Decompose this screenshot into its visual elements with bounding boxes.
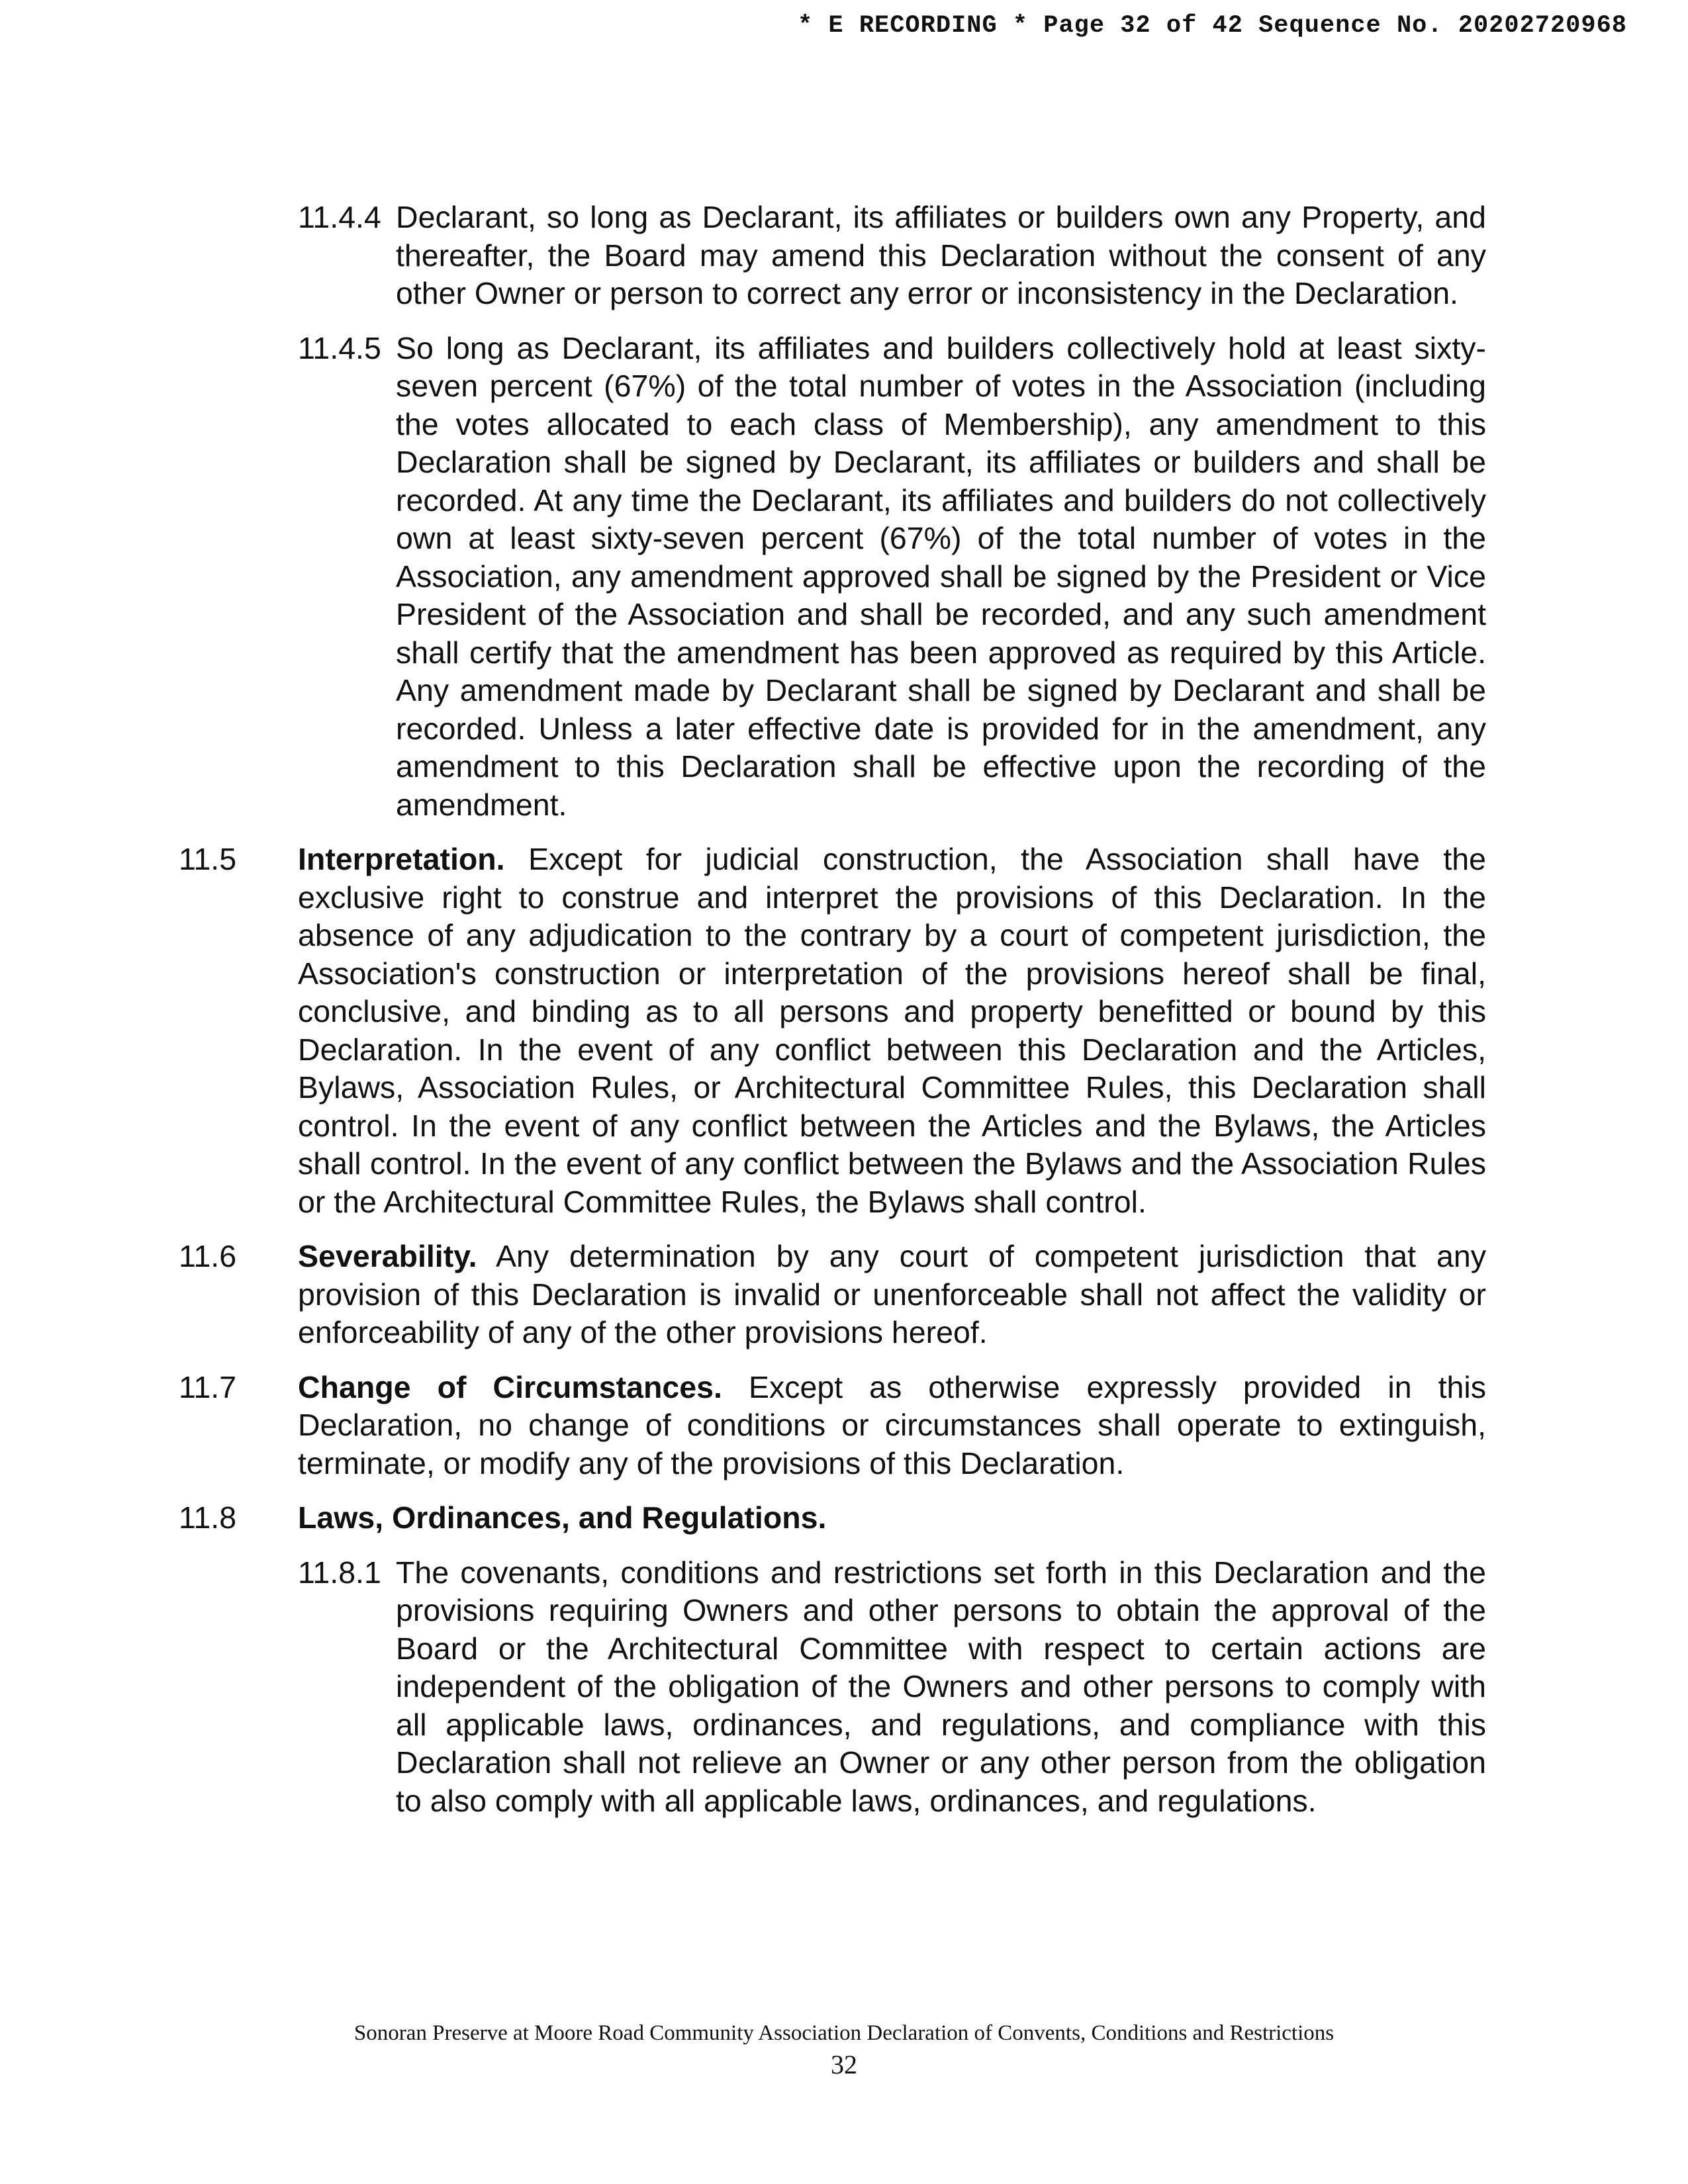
- section-11-6-severability: [179, 1238, 1486, 1352]
- section-heading: Change of Circumstances.: [298, 1369, 722, 1404]
- section-number: 11.6: [179, 1239, 237, 1273]
- section-number: 11.7: [179, 1369, 237, 1404]
- section-11-7-change-of-circumstances: [179, 1369, 1486, 1483]
- subsection-number: 11.4.4: [298, 200, 381, 234]
- subsection-number: 11.4.5: [298, 330, 381, 365]
- section-heading: Severability.: [298, 1239, 477, 1273]
- subsection-text: Declarant, so long as Declarant, its affiliates or builders own any Property, and thereafter, the Board may amend this Declaration without the consent of any other Owner or person to correct any error or inconsistency in the Declaration.: [396, 200, 1486, 310]
- section-body: [298, 1499, 1486, 1537]
- footer-document-title: Sonoran Preserve at Moore Road Community Association Declaration of Convents, Conditions and Restrictions: [353, 2021, 1335, 2045]
- section-text: Except as otherwise expressly provided in this Declaration, no change of conditions or circumstances shall operate to extinguish, terminate, or modify any of the provisions of this Declaration.: [298, 1369, 1486, 1480]
- page-footer: [0, 2019, 1688, 2082]
- subsection-number: 11.8.1: [298, 1555, 381, 1590]
- section-number: 11.8: [179, 1500, 237, 1535]
- document-body: [179, 199, 1486, 1837]
- section-body: [298, 1369, 1486, 1483]
- recording-stamp: * E RECORDING * Page 32 of 42 Sequence No. 20202720968: [798, 12, 1627, 40]
- section-heading: Interpretation.: [298, 842, 505, 876]
- subsection-text: The covenants, conditions and restrictions set forth in this Declaration and the provisions requiring Owners and other persons to obtain the approval of the Board or the Architectural Committee with respect to certain actions are independent of the obligation of the Owners and other persons to comply with all applicable laws, ordinances, and regulations, and compliance with this Declaration shall not relieve an Owner or any other person from the obligation to also comply with all applicable laws, ordinances, and regulations.: [396, 1555, 1486, 1818]
- section-heading: Laws, Ordinances, and Regulations.: [298, 1500, 827, 1535]
- section-text: Any determination by any court of competent jurisdiction that any provision of this Declaration is invalid or unenforceable shall not affect the validity or enforceability of any of the other provisions hereof.: [298, 1239, 1486, 1349]
- section-number: 11.5: [179, 842, 237, 876]
- subsection-11-8-1: [298, 1554, 1486, 1821]
- subsection-11-4-5: [298, 330, 1486, 825]
- section-11-5-interpretation: [179, 841, 1486, 1221]
- section-body: [298, 841, 1486, 1221]
- section-text: Except for judicial construction, the Association shall have the exclusive right to construe and interpret the provisions of this Declaration. In the absence of any adjudication to the contrary by a court of competent jurisdiction, the Association's construction or interpretation of the provisions hereof shall be final, conclusive, and binding as to all persons and property benefitted or bound by this Declaration. In the event of any conflict between this Declaration and the Articles, Bylaws, Association Rules, or Architectural Committee Rules, this Declaration shall control. In the event of any conflict between the Articles and the Bylaws, the Articles shall control. In the event of any conflict between the Bylaws and the Association Rules or the Architectural Committee Rules, the Bylaws shall control.: [298, 842, 1486, 1219]
- subsection-text: So long as Declarant, its affiliates and builders collectively hold at least sixty-seven percent (67%) of the total number of votes in the Association (including the votes allocated to each class of Membership), any amendment to this Declaration shall be signed by Declarant, its affiliates or builders and shall be recorded. At any time the Declarant, its affiliates and builders do not collectively own at least sixty-seven percent (67%) of the total number of votes in the Association, any amendment approved shall be signed by the President or Vice President of the Association and shall be recorded, and any such amendment shall certify that the amendment has been approved as required by this Article. Any amendment made by Declarant shall be signed by Declarant and shall be recorded. Unless a later effective date is provided for in the amendment, any amendment to this Declaration shall be effective upon the recording of the amendment.: [396, 330, 1486, 822]
- section-11-8-laws: [179, 1499, 1486, 1537]
- footer-page-number: 32: [831, 2050, 857, 2079]
- subsection-11-4-4: [298, 199, 1486, 313]
- section-body: [298, 1238, 1486, 1352]
